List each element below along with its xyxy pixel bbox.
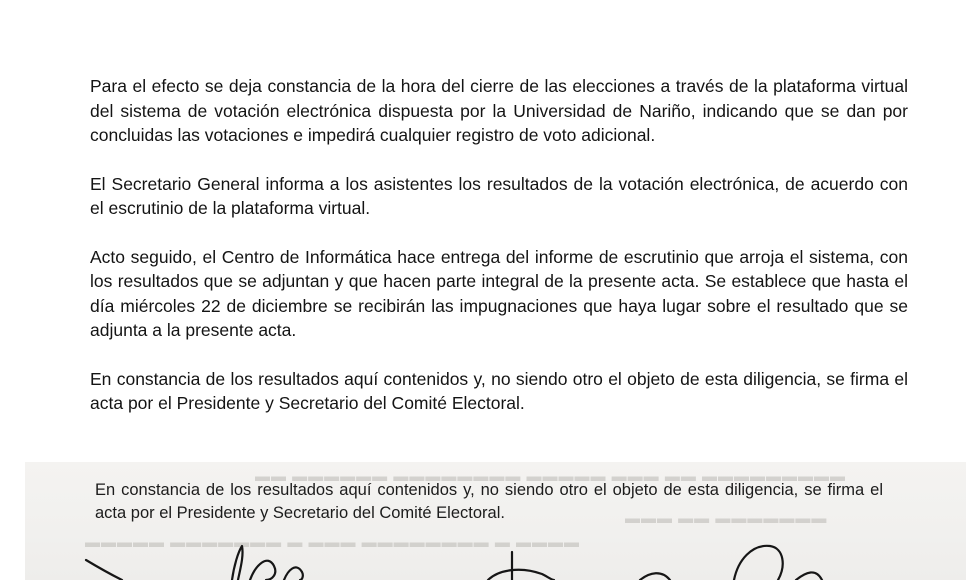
paragraph-signing-statement-copy: En constancia de los resultados aquí contenidos y, no siendo otro el objeto de esta diligencia, se firma el acta por el Presidente y Secretario del Comité Electoral.: [95, 481, 883, 522]
bleed-through-text: ▬▬▬ ▬▬ ▬▬▬▬▬▬▬: [625, 510, 828, 527]
pasted-paragraph: [95, 479, 883, 524]
paragraph-scrutiny-delivery: Acto seguido, el Centro de Informática hace entrega del informe de escrutinio que arroja el sistema, con los resultados que se adjuntan y que hacen parte integral de la presente acta. Se establece que hasta el día miércoles 22 de diciembre se recibirán las impugnaciones que haya lugar sobre el resultado que se adjunta a la presente acta.: [90, 246, 908, 340]
bleed-through-text: ▬▬ ▬▬▬▬▬▬ ▬▬▬▬▬▬▬▬ ▬▬▬▬▬ ▬▬▬ ▬▬ ▬▬▬▬▬▬▬▬▬: [255, 468, 847, 485]
bleed-through-text: ▬▬▬▬▬ ▬▬▬▬▬▬▬ ▬ ▬▬▬ ▬▬▬▬▬▬▬▬ ▬ ▬▬▬▬: [85, 534, 581, 551]
paragraph-signing-statement: En constancia de los resultados aquí contenidos y, no siendo otro el objeto de esta diligencia, se firma el acta por el Presidente y Secretario del Comité Electoral.: [90, 368, 908, 413]
document-body: [90, 74, 908, 440]
paragraph-results-report: El Secretario General informa a los asistentes los resultados de la votación electrónica, de acuerdo con el escrutinio de la plataforma virtual.: [90, 173, 908, 218]
paragraph-closing-time: Para el efecto se deja constancia de la hora del cierre de las elecciones a través de la plataforma virtual del sistema de votación electrónica dispuesta por la Universidad de Nariño, indicando que se dan por concluidas las votaciones e impedirá cualquier registro de voto adicional.: [90, 76, 908, 145]
